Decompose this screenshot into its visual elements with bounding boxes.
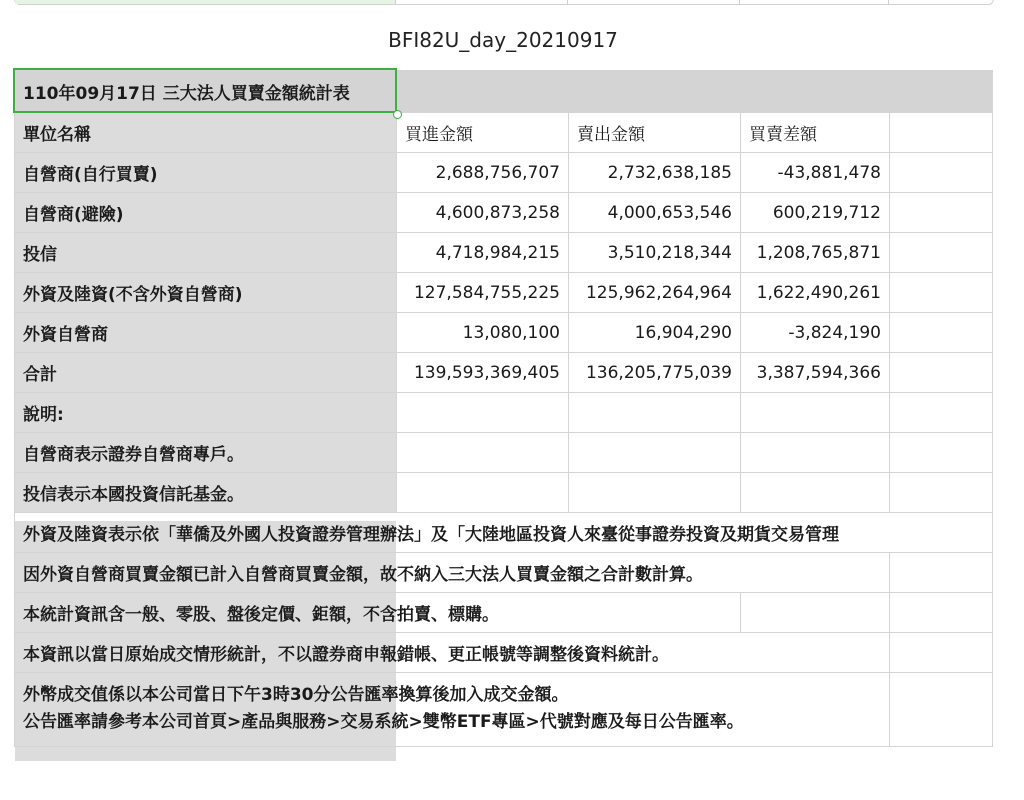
- empty-cell[interactable]: [890, 313, 993, 353]
- empty-cell[interactable]: [890, 193, 993, 233]
- empty-cell[interactable]: [741, 433, 890, 473]
- row-label[interactable]: 外資及陸資(不含外資自營商): [15, 273, 397, 313]
- column-divider: [739, 0, 740, 4]
- empty-cell[interactable]: [890, 673, 993, 747]
- empty-cell[interactable]: [397, 473, 569, 513]
- sell-amount-cell[interactable]: 125,962,264,964: [569, 273, 741, 313]
- empty-cell[interactable]: [741, 473, 890, 513]
- column-header-diff[interactable]: 買賣差額: [741, 113, 890, 153]
- sell-amount-cell[interactable]: 16,904,290: [569, 313, 741, 353]
- empty-cell[interactable]: [890, 553, 993, 593]
- diff-amount-cell[interactable]: 3,387,594,366: [741, 353, 890, 393]
- empty-cell[interactable]: [890, 473, 993, 513]
- sheet-title: BFI82U_day_20210917: [388, 28, 618, 52]
- sell-amount-cell[interactable]: 2,732,638,185: [569, 153, 741, 193]
- diff-amount-cell[interactable]: -3,824,190: [741, 313, 890, 353]
- column-divider: [567, 0, 568, 4]
- buy-amount-cell[interactable]: 139,593,369,405: [397, 353, 569, 393]
- notes-label[interactable]: 說明:: [15, 393, 397, 433]
- buy-amount-cell[interactable]: 4,718,984,215: [397, 233, 569, 273]
- row-label[interactable]: 自營商(避險): [15, 193, 397, 233]
- sell-amount-cell[interactable]: 136,205,775,039: [569, 353, 741, 393]
- empty-cell[interactable]: [741, 393, 890, 433]
- empty-cell[interactable]: [741, 593, 890, 633]
- note-line[interactable]: 因外資自營商買賣金額已計入自營商買賣金額，故不納入三大法人買賣金額之合計數計算。: [15, 553, 890, 593]
- empty-cell[interactable]: [569, 393, 741, 433]
- spreadsheet-table: [14, 70, 993, 747]
- row-label[interactable]: 外資自營商: [15, 313, 397, 353]
- empty-cell[interactable]: [569, 473, 741, 513]
- buy-amount-cell[interactable]: 127,584,755,225: [397, 273, 569, 313]
- empty-cell[interactable]: [397, 393, 569, 433]
- header-cell[interactable]: [890, 71, 993, 113]
- empty-cell[interactable]: [890, 593, 993, 633]
- sell-amount-cell[interactable]: 3,510,218,344: [569, 233, 741, 273]
- buy-amount-cell[interactable]: 13,080,100: [397, 313, 569, 353]
- note-line[interactable]: 本資訊以當日原始成交情形統計，不以證券商申報錯帳、更正帳號等調整後資料統計。: [15, 633, 890, 673]
- column-header-buy[interactable]: 買進金額: [397, 113, 569, 153]
- row-label[interactable]: 投信: [15, 233, 397, 273]
- note-line-part: 外幣成交值係以本公司當日下午3時30分公告匯率換算後加入成交金額。: [23, 684, 569, 705]
- empty-cell[interactable]: [890, 273, 993, 313]
- empty-cell[interactable]: [890, 113, 993, 153]
- note-line[interactable]: 本統計資訊含一般、零股、盤後定價、鉅額，不含拍賣、標購。: [15, 593, 741, 633]
- empty-cell[interactable]: [890, 353, 993, 393]
- note-line[interactable]: 外資及陸資表示依「華僑及外國人投資證券管理辦法」及「大陸地區投資人來臺從事證券投資及期貨交易管理: [15, 513, 993, 553]
- note-line[interactable]: 自營商表示證券自營商專戶。: [15, 433, 397, 473]
- row-label[interactable]: 自營商(自行買賣): [15, 153, 397, 193]
- diff-amount-cell[interactable]: 600,219,712: [741, 193, 890, 233]
- column-header-unit[interactable]: 單位名稱: [15, 113, 397, 153]
- diff-amount-cell[interactable]: -43,881,478: [741, 153, 890, 193]
- sell-amount-cell[interactable]: 4,000,653,546: [569, 193, 741, 233]
- buy-amount-cell[interactable]: 2,688,756,707: [397, 153, 569, 193]
- empty-cell[interactable]: [890, 633, 993, 673]
- column-divider: [888, 0, 889, 4]
- header-cell[interactable]: [741, 71, 890, 113]
- row-label-total[interactable]: 合計: [15, 353, 397, 393]
- empty-cell[interactable]: [890, 233, 993, 273]
- diff-amount-cell[interactable]: 1,208,765,871: [741, 233, 890, 273]
- note-line[interactable]: 投信表示本國投資信託基金。: [15, 473, 397, 513]
- note-line-part: 公告匯率請參考本公司首頁>產品與服務>交易系統>雙幣ETF專區>代號對應及每日公告匯率。: [23, 711, 744, 732]
- header-title-cell[interactable]: 110年09月17日 三大法人買賣金額統計表: [15, 71, 397, 113]
- previous-sheet-bottom: [14, 0, 994, 5]
- header-cell[interactable]: [397, 71, 569, 113]
- selection-resize-handle[interactable]: [393, 110, 402, 119]
- empty-cell[interactable]: [569, 433, 741, 473]
- column-header-sell[interactable]: 賣出金額: [569, 113, 741, 153]
- empty-cell[interactable]: [890, 433, 993, 473]
- buy-amount-cell[interactable]: 4,600,873,258: [397, 193, 569, 233]
- empty-cell[interactable]: [890, 393, 993, 433]
- header-cell[interactable]: [569, 71, 741, 113]
- note-line-multi[interactable]: [15, 673, 890, 747]
- diff-amount-cell[interactable]: 1,622,490,261: [741, 273, 890, 313]
- previous-sheet-green-cell: [15, 0, 396, 4]
- empty-cell[interactable]: [890, 153, 993, 193]
- empty-cell[interactable]: [397, 433, 569, 473]
